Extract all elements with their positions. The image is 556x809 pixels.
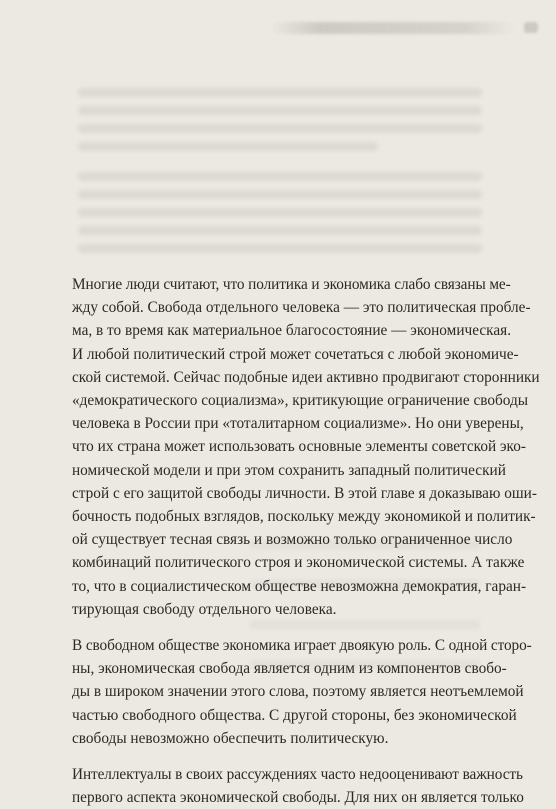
bleed-through-text (0, 0, 556, 270)
text-line: Многие люди считают, что политика и экономика слабо связаны ме- (72, 276, 511, 293)
text-line: то, что в социалистическом обществе невозможна демократия, гаран- (72, 577, 527, 595)
text-line: ой существует тесная связь и возможно только ограниченное число (72, 531, 513, 549)
text-line: частью свободного общества. С другой стороны, без экономической (72, 706, 517, 724)
text-line: ды в широком значении этого слова, поэтому является неотъемлемой (72, 683, 524, 701)
text-line: ма, в то время как материальное благосостояние — экономическая. (72, 322, 512, 340)
text-line: тирующая свободу отдельного человека. (72, 600, 337, 618)
text-line: ской системой. Сейчас подобные идеи активно продвигают сторонники (72, 368, 540, 386)
text-line: ны, экономическая свобода является одним из компонентов свобо- (72, 660, 507, 678)
text-line: что их страна может использовать основные элементы советской эко- (72, 438, 526, 456)
text-line: строй с его защитой свободы личности. В этой главе я доказываю оши- (72, 484, 537, 502)
text-line: жду собой. Свобода отдельного человека — это политическая пробле- (72, 299, 531, 317)
text-line: Интеллектуалы в своих рассуждениях часто недооценивают важность (72, 766, 523, 784)
paragraph-3 (72, 763, 524, 809)
paragraph-1 (72, 273, 540, 621)
text-line: бочность подобных взглядов, поскольку между экономикой и политик- (72, 508, 536, 526)
text-line: человека в России при «тоталитарном социализме». Но они уверены, (72, 415, 524, 433)
text-line: И любой политический строй может сочетаться с любой экономиче- (72, 345, 519, 363)
text-line: В свободном обществе экономика играет двоякую роль. С одной сторо- (72, 637, 532, 655)
text-line: первого аспекта экономической свободы. Для них он является только (72, 789, 524, 807)
text-line: комбинаций политического строя и экономической системы. А также (72, 554, 525, 572)
bleed-through-running-header (270, 22, 515, 34)
text-line: «демократического социализма», критикующие ограничение свободы (72, 392, 529, 410)
bleed-through-page-number (524, 22, 538, 33)
body-text (72, 273, 540, 809)
text-line: свободы невозможно обеспечить политическую. (72, 729, 389, 747)
text-line: номической модели и при этом сохранить западный политический (72, 461, 506, 479)
paragraph-2 (72, 634, 532, 750)
